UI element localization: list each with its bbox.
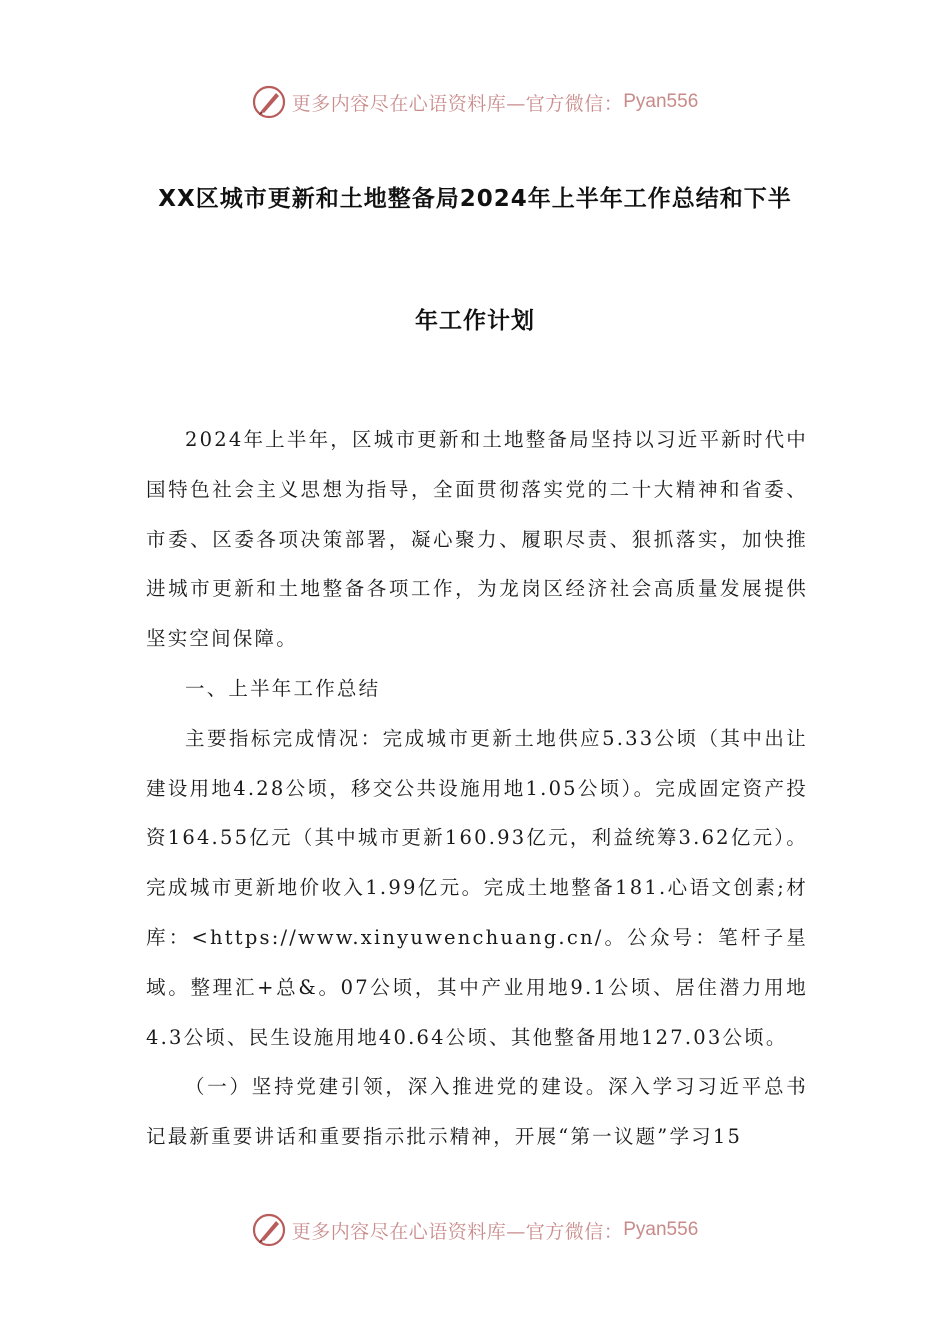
quill-logo-icon [252,1213,286,1247]
document-title-line-2: 年工作计划 [415,308,535,334]
paragraph-indicators: 主要指标完成情况：完成城市更新土地供应5.33公顷（其中出让建设用地4.28公顷，移交公共设施用地1.05公顷）。完成固定资产投资164.55亿元（其中城市更新160.93亿元，利益统筹3.62亿元）。完成城市更新地价收入1.99亿元。完成土地整备181.心语文创素;材库：<https://www.xinyuwenchuang.cn/。公众号：笔杆子星域。整理汇+总&。07公顷，其中产业用地9.1公顷、居住潜力用地4.3公顷、民生设施用地40.64公顷、其他整备用地127.03公顷。 [146,726,808,1049]
banner-text: 更多内容尽在心语资料库—官方微信： [291,1220,624,1243]
document-body [146,415,808,1162]
banner-wechat-id: Pyan556 [623,1219,699,1240]
paragraph-party-building: （一）坚持党建引领，深入推进党的建设。深入学习习近平总书记最新重要讲话和重要指示批示精神，开展“第一议题”学习15 [146,1075,808,1149]
paragraph-intro: 2024年上半年，区城市更新和土地整备局坚持以习近平新时代中国特色社会主义思想为指导，全面贯彻落实党的二十大精神和省委、市委、区委各项决策部署，凝心聚力、履职尽责、狠抓落实，加快推进城市更新和土地整备各项工作，为龙岗区经济社会高质量发展提供坚实空间保障。 [146,428,808,651]
banner-text: 更多内容尽在心语资料库—官方微信： [291,92,624,115]
footer-watermark-banner [0,1210,950,1250]
header-watermark-banner [0,82,950,122]
quill-logo-icon [252,85,286,119]
section-heading: 一、上半年工作总结 [185,676,381,700]
document-title-line-1: XX区城市更新和土地整备局2024年上半年工作总结和下半 [158,186,792,212]
banner-wechat-id: Pyan556 [623,91,699,112]
